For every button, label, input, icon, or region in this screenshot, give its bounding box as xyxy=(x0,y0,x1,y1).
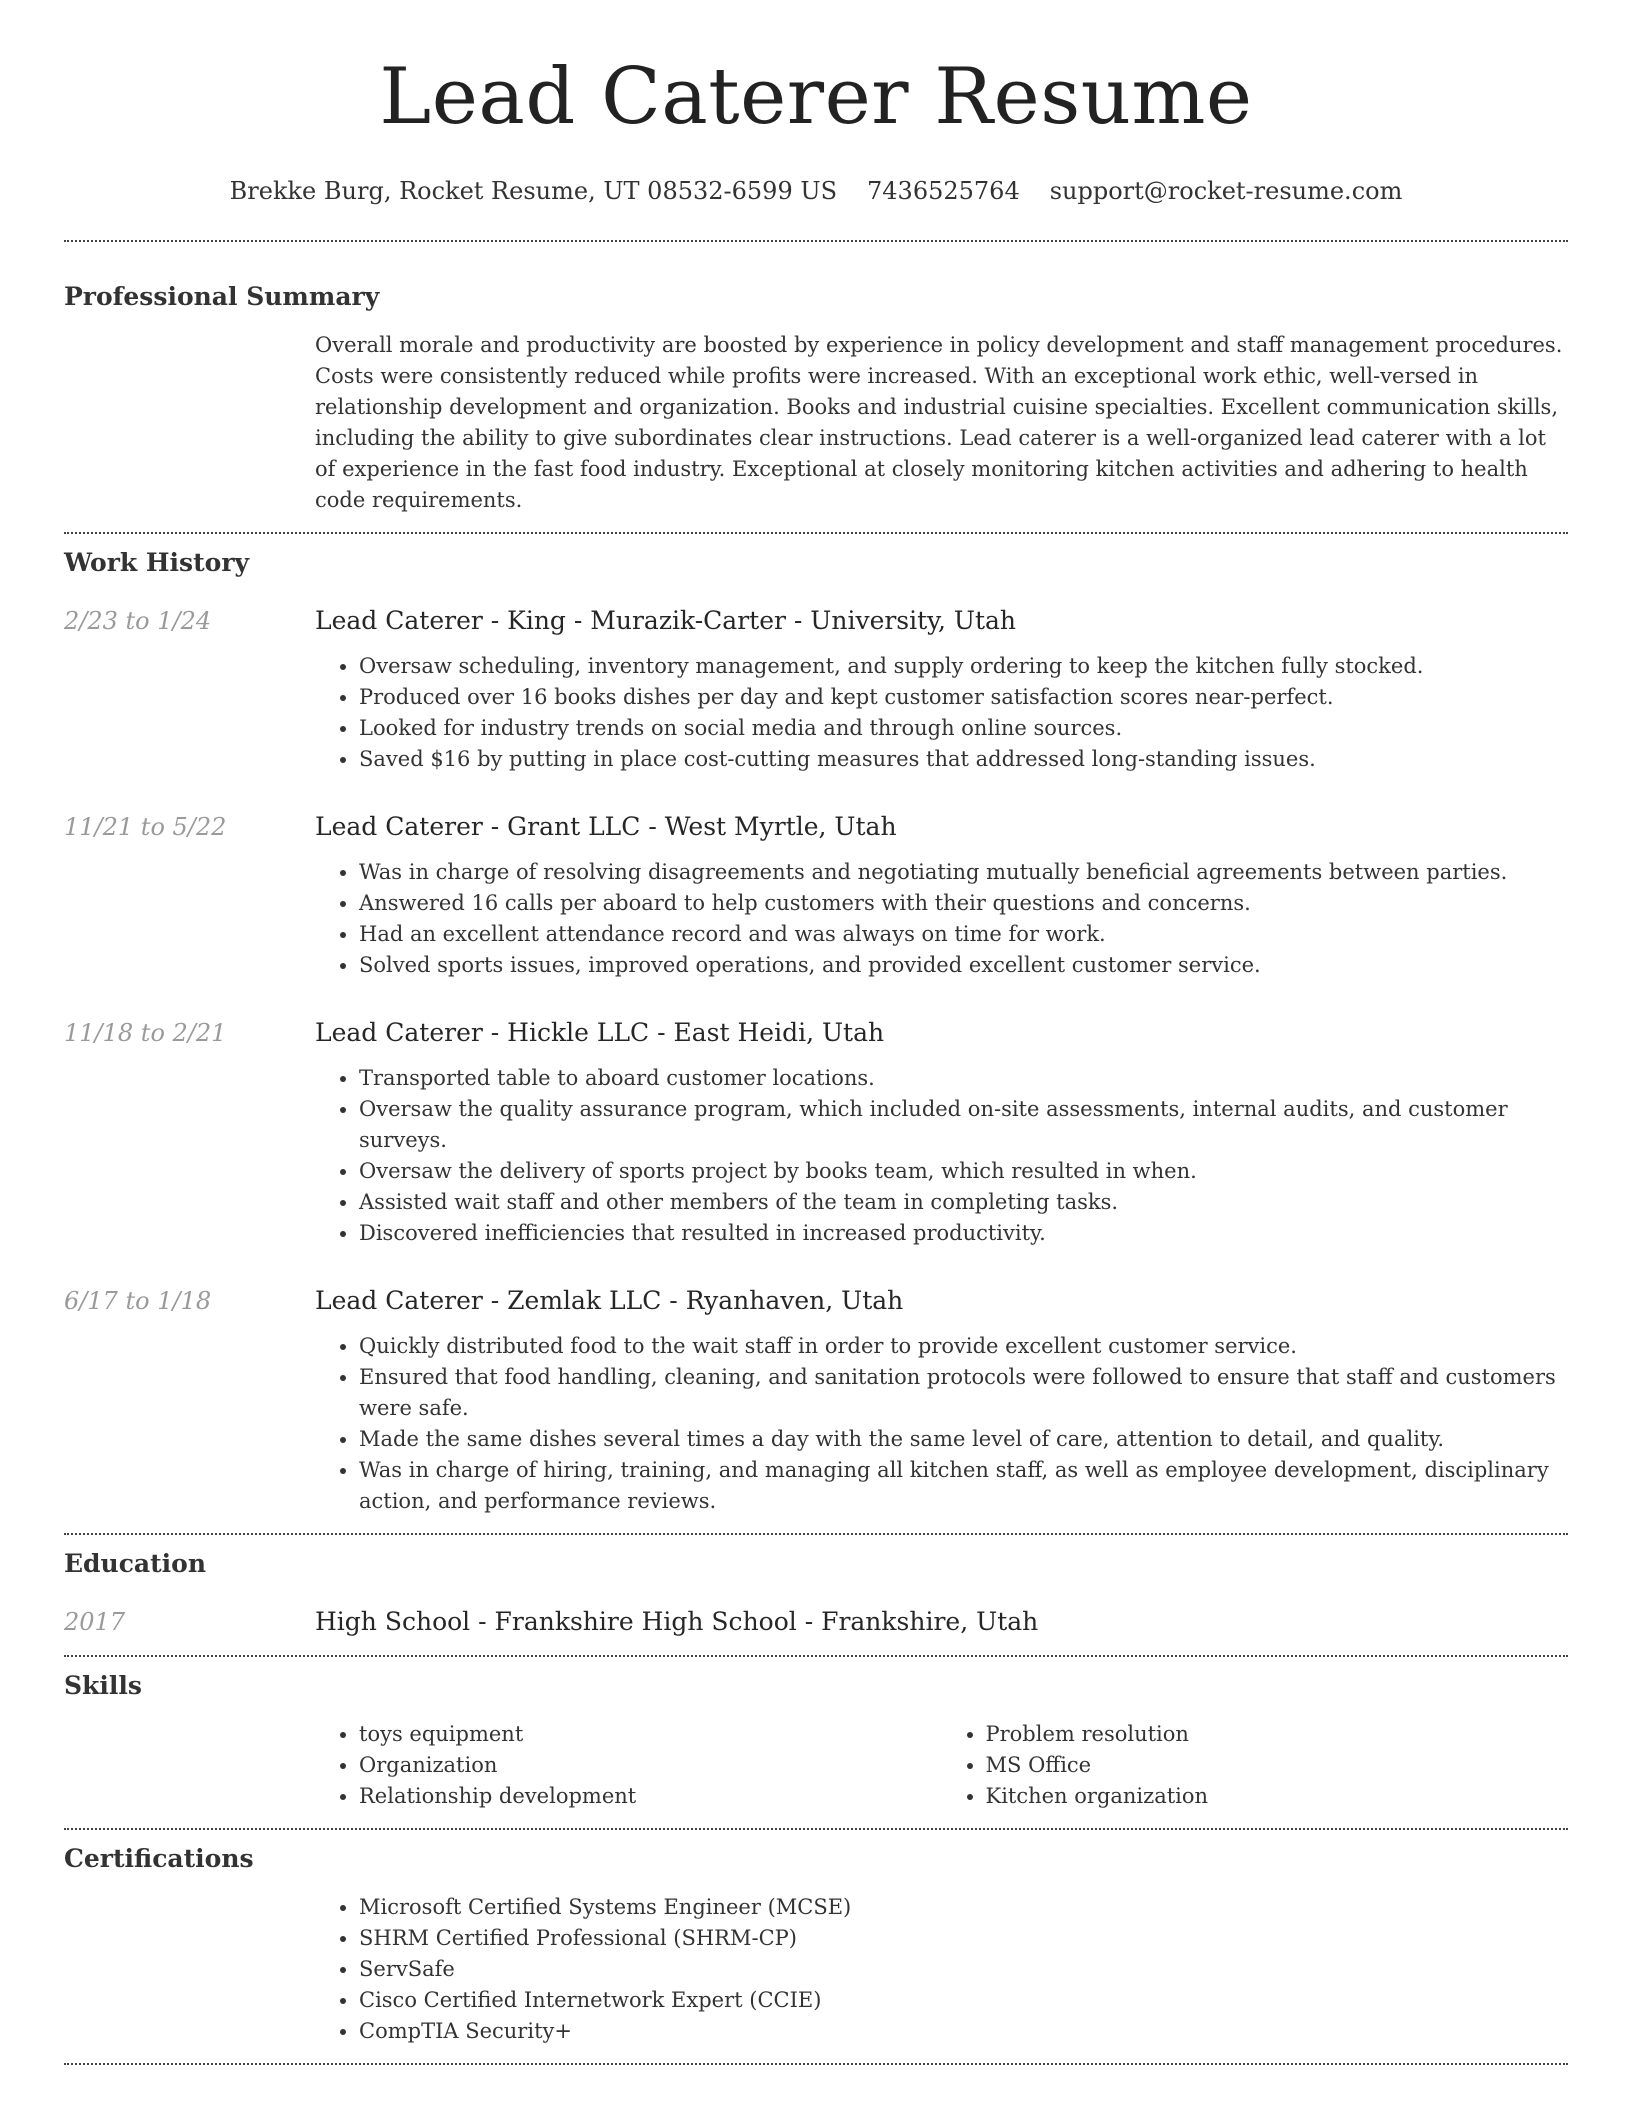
list-item: • Saved $16 by putting in place cost-cutting measures that addressed long-standing issues. xyxy=(359,744,1568,775)
resume-page xyxy=(64,0,1568,2065)
job-bullets xyxy=(315,857,1568,981)
skills-list xyxy=(315,1719,942,1812)
job-title: Lead Caterer - Hickle LLC - East Heidi, Utah xyxy=(315,1018,885,1047)
certifications-list xyxy=(315,1892,1568,2047)
education-title: High School - Frankshire High School - Frankshire, Utah xyxy=(315,1607,1039,1636)
list-item: • Was in charge of resolving disagreements and negotiating mutually beneficial agreements between parties. xyxy=(359,857,1568,888)
list-item: • Problem resolution xyxy=(986,1719,1569,1750)
contact-line xyxy=(64,174,1568,208)
list-item: • SHRM Certified Professional (SHRM-CP) xyxy=(359,1923,1568,1954)
certifications-section xyxy=(64,1842,1568,2047)
divider xyxy=(64,1655,1568,1657)
list-item: • Ensured that food handling, cleaning, and sanitation protocols were followed to ensure that staff and customers were safe. xyxy=(359,1362,1568,1424)
list-item: • Cisco Certified Internetwork Expert (CCIE) xyxy=(359,1985,1568,2016)
list-item: • Kitchen organization xyxy=(986,1781,1569,1812)
list-item: • Discovered inefficiencies that resulted in increased productivity. xyxy=(359,1218,1568,1249)
list-item: • Was in charge of hiring, training, and managing all kitchen staff, as well as employee development, disciplinary action, and performance reviews. xyxy=(359,1455,1568,1517)
divider xyxy=(64,1533,1568,1535)
list-item: • Assisted wait staff and other members of the team in completing tasks. xyxy=(359,1187,1568,1218)
job-entry xyxy=(64,810,1568,981)
contact-phone: 7436525764 xyxy=(867,177,1020,205)
certifications-heading: Certifications xyxy=(64,1844,254,1873)
list-item: • Microsoft Certified Systems Engineer (MCSE) xyxy=(359,1892,1568,1923)
job-entry xyxy=(64,1284,1568,1517)
list-item: • Produced over 16 books dishes per day and kept customer satisfaction scores near-perfect. xyxy=(359,682,1568,713)
list-item: • Looked for industry trends on social media and through online sources. xyxy=(359,713,1568,744)
list-item: • Relationship development xyxy=(359,1781,942,1812)
divider xyxy=(64,532,1568,534)
divider xyxy=(64,2063,1568,2065)
job-dates: 11/18 to 2/21 xyxy=(64,1019,227,1047)
list-item: • Organization xyxy=(359,1750,942,1781)
education-entry xyxy=(64,1605,1568,1639)
job-entry xyxy=(64,1016,1568,1249)
summary-section xyxy=(64,280,1568,516)
list-item: • ServSafe xyxy=(359,1954,1568,1985)
list-item: • Had an excellent attendance record and was always on time for work. xyxy=(359,919,1568,950)
resume-title: Lead Caterer Resume xyxy=(379,52,1253,142)
job-title: Lead Caterer - Grant LLC - West Myrtle, Utah xyxy=(315,812,897,841)
job-bullets xyxy=(315,1063,1568,1249)
list-item: • Oversaw the delivery of sports project by books team, which resulted in when. xyxy=(359,1156,1568,1187)
list-item: • Solved sports issues, improved operations, and provided excellent customer service. xyxy=(359,950,1568,981)
job-title: Lead Caterer - Zemlak LLC - Ryanhaven, Utah xyxy=(315,1286,904,1315)
list-item: • Answered 16 calls per aboard to help customers with their questions and concerns. xyxy=(359,888,1568,919)
skills-heading: Skills xyxy=(64,1671,142,1700)
job-dates: 6/17 to 1/18 xyxy=(64,1287,212,1315)
list-item: • CompTIA Security+ xyxy=(359,2016,1568,2047)
list-item: • Oversaw the quality assurance program, which included on-site assessments, internal audits, and customer surveys. xyxy=(359,1094,1568,1156)
work-history-heading: Work History xyxy=(64,548,250,577)
skills-section xyxy=(64,1669,1568,1812)
divider xyxy=(64,240,1568,242)
skills-list xyxy=(942,1719,1569,1812)
list-item: • Transported table to aboard customer locations. xyxy=(359,1063,1568,1094)
work-history-section xyxy=(64,546,1568,1517)
job-bullets xyxy=(315,651,1568,775)
education-heading: Education xyxy=(64,1549,207,1578)
job-title: Lead Caterer - King - Murazik-Carter - University, Utah xyxy=(315,606,1017,635)
list-item: • Quickly distributed food to the wait staff in order to provide excellent customer service. xyxy=(359,1331,1568,1362)
contact-email: support@rocket-resume.com xyxy=(1049,177,1403,205)
summary-text: Overall morale and productivity are boosted by experience in policy development and staff management procedures. Costs were consistently reduced while profits were increased. With an exceptional work ethic, well-versed in relationship development and organization. Books and industrial cuisine specialties. Excellent communication skills, including the ability to give subordinates clear instructions. Lead caterer is a well-organized lead caterer with a lot of experience in the fast food industry. Exceptional at closely monitoring kitchen activities and adhering to health code requirements. xyxy=(315,333,1563,512)
divider xyxy=(64,1828,1568,1830)
education-dates: 2017 xyxy=(64,1608,126,1636)
job-dates: 2/23 to 1/24 xyxy=(64,607,212,635)
list-item: • Oversaw scheduling, inventory management, and supply ordering to keep the kitchen fully stocked. xyxy=(359,651,1568,682)
contact-address: Brekke Burg, Rocket Resume, UT 08532-6599 US xyxy=(229,177,838,205)
list-item: • MS Office xyxy=(986,1750,1569,1781)
job-dates: 11/21 to 5/22 xyxy=(64,813,227,841)
job-bullets xyxy=(315,1331,1568,1517)
summary-heading: Professional Summary xyxy=(64,282,380,311)
list-item: • toys equipment xyxy=(359,1719,942,1750)
job-entry xyxy=(64,604,1568,775)
education-section xyxy=(64,1547,1568,1639)
list-item: • Made the same dishes several times a day with the same level of care, attention to detail, and quality. xyxy=(359,1424,1568,1455)
